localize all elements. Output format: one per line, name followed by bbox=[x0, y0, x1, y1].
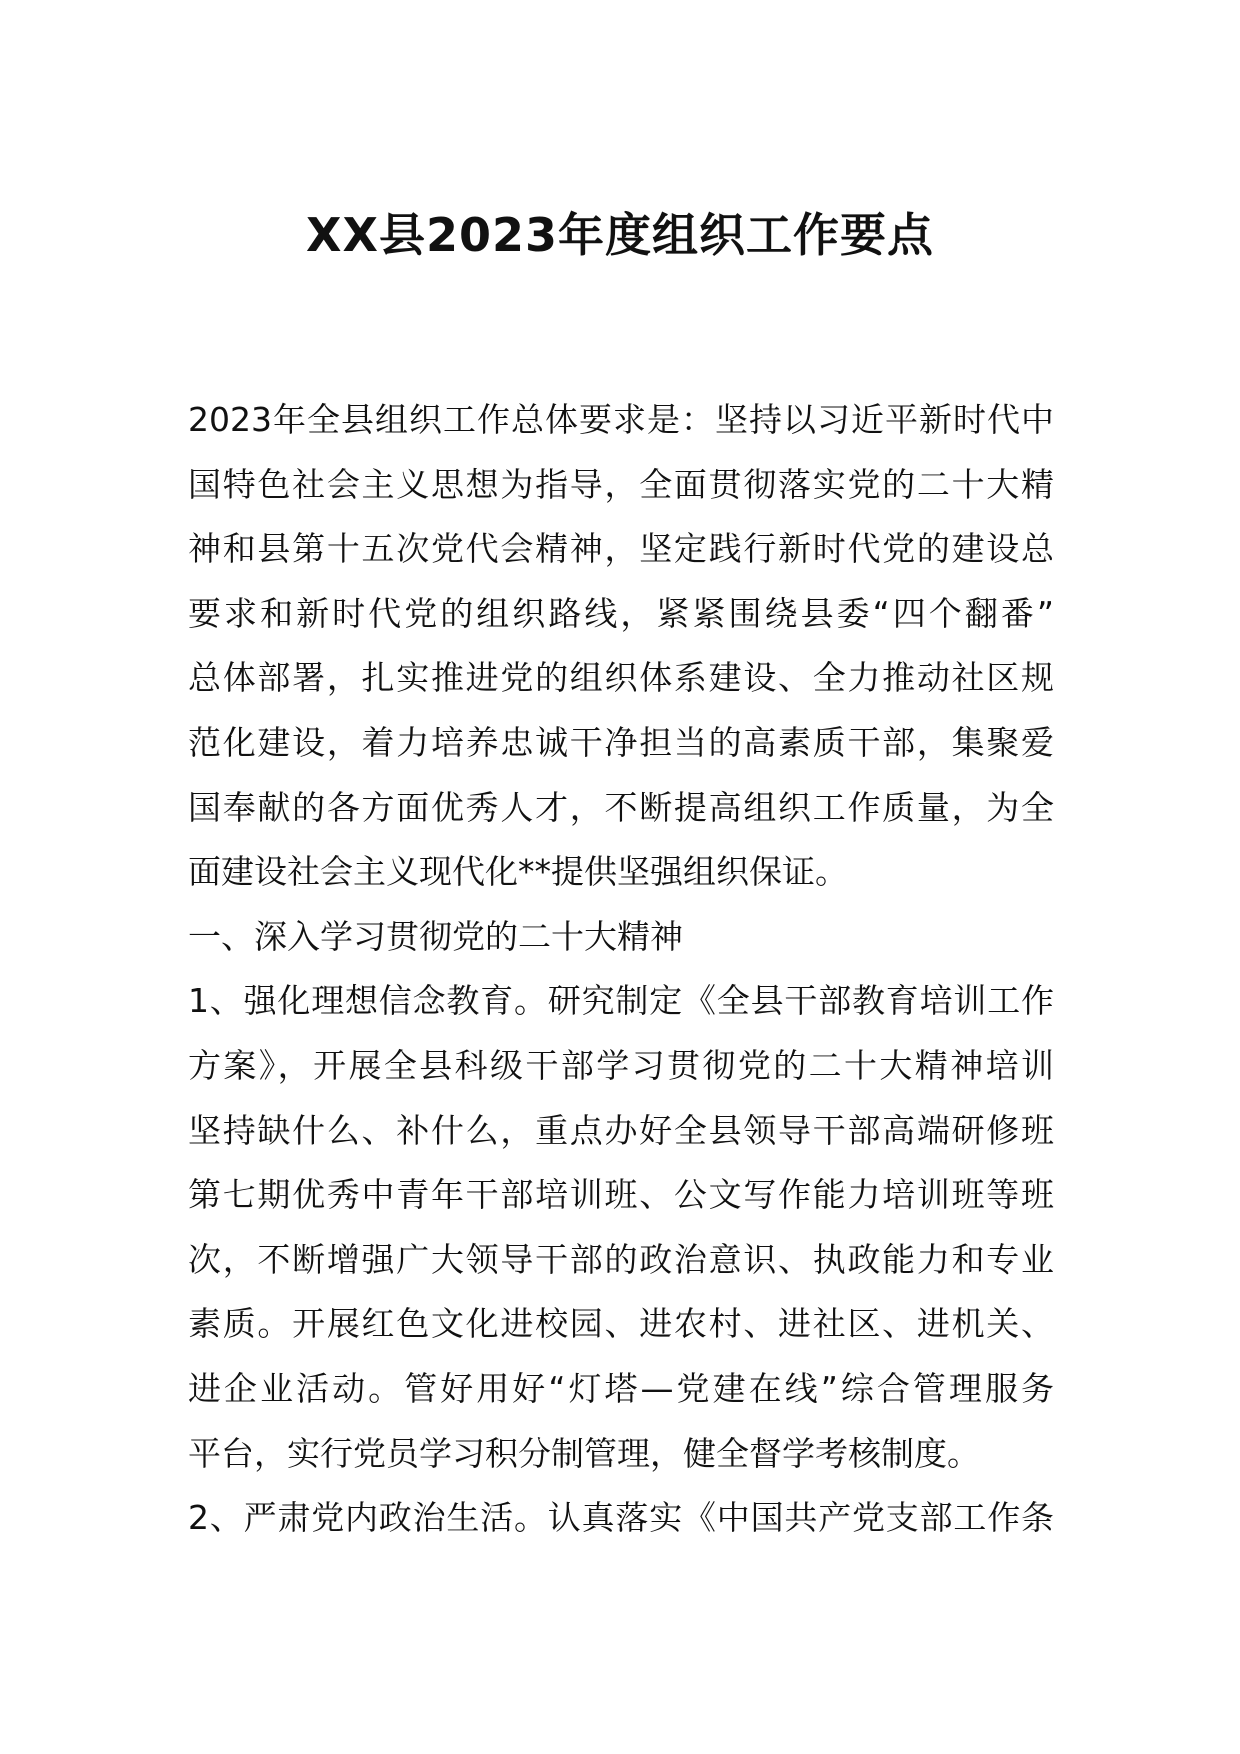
body-line: 2、严肃党内政治生活。认真落实《中国共产党支部工作条 bbox=[188, 1498, 1054, 1538]
body-line: 方案》，开展全县科级干部学习贯彻党的二十大精神培训 bbox=[188, 1045, 1054, 1085]
body-line: 第七期优秀中青年干部培训班、公文写作能力培训班等班 bbox=[188, 1175, 1054, 1215]
body-line: 总体部署，扎实推进党的组织体系建设、全力推动社区规 bbox=[188, 658, 1054, 698]
body-line: 坚持缺什么、补什么，重点办好全县领导干部高端研修班 bbox=[188, 1110, 1054, 1150]
body-line: 要求和新时代党的组织路线，紧紧围绕县委“四个翻番” bbox=[188, 593, 1054, 633]
body-line: 次，不断增强广大领导干部的政治意识、执政能力和专业 bbox=[188, 1239, 1054, 1279]
body-line: 国特色社会主义思想为指导，全面贯彻落实党的二十大精 bbox=[188, 464, 1054, 504]
body-line: 面建设社会主义现代化**提供坚强组织保证。 bbox=[188, 852, 848, 892]
body-line: 2023年全县组织工作总体要求是：坚持以习近平新时代中 bbox=[188, 400, 1054, 439]
body-line: 平台，实行党员学习积分制管理，健全督学考核制度。 bbox=[188, 1433, 980, 1473]
document-body bbox=[188, 388, 1054, 1551]
body-line: 国奉献的各方面优秀人才，不断提高组织工作质量，为全 bbox=[188, 787, 1054, 827]
body-line: 素质。开展红色文化进校园、进农村、进社区、进机关、 bbox=[188, 1304, 1054, 1344]
body-line: 神和县第十五次党代会精神，坚定践行新时代党的建设总 bbox=[188, 529, 1054, 569]
document-title: XX县2023年度组织工作要点 bbox=[306, 208, 934, 262]
body-line: 范化建设，着力培养忠诚干净担当的高素质干部，集聚爱 bbox=[188, 722, 1054, 762]
body-line: 进企业活动。管好用好“灯塔—党建在线”综合管理服务 bbox=[188, 1368, 1054, 1408]
section-heading: 一、深入学习贯彻党的二十大精神 bbox=[188, 916, 683, 956]
body-line: 1、强化理想信念教育。研究制定《全县干部教育培训工作 bbox=[188, 981, 1054, 1021]
